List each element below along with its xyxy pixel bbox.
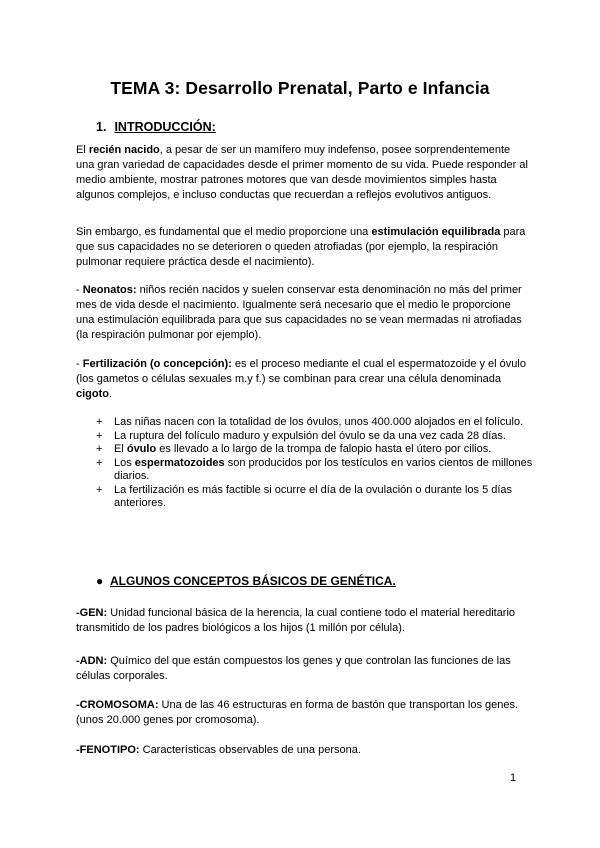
list-item (96, 457, 536, 484)
list-item-text: El (114, 443, 127, 455)
definition-fenotipo (76, 743, 528, 758)
definition-term: -CROMOSOMA: (76, 699, 159, 711)
definition-text: Unidad funcional básica de la herencia, la cual contiene todo el material hereditario transmitido de los padres biológicos a los hijos (1 millón por célula). (76, 607, 516, 634)
list-item-text: La fertilización es más factible si ocurre el día de la ovulación o durante los 5 días anteriores. (114, 483, 513, 509)
list-item (96, 416, 536, 430)
paragraph-recien-nacido (76, 143, 528, 203)
fertilization-facts-list (96, 416, 536, 511)
definition-gen (76, 606, 528, 636)
list-item-text: es llevado a lo largo de la trompa de falopio hasta el útero por cilios. (156, 443, 492, 455)
bold-term: cigoto (76, 388, 109, 400)
definition-adn (76, 654, 528, 684)
section-number: 1. (96, 120, 107, 134)
definition-text: Una de las 46 estructuras en forma de bastón que transportan los genes.(unos 20.000 genes por cromosoma). (76, 699, 519, 726)
text-run: - (76, 284, 83, 296)
list-item-text: Los (114, 456, 135, 469)
plus-bullet-icon: + (96, 429, 103, 442)
text-run: es el proceso mediante el cual el espermatozoide y el óvulo (los gametos o células sexuales m.y f.) se combinan para crear una célula denominada (76, 358, 526, 385)
definition-cromosoma (76, 698, 528, 728)
plus-bullet-icon: + (96, 456, 103, 469)
text-run: - (76, 358, 83, 370)
paragraph-neonatos (76, 283, 528, 343)
text-run: para que sus capacidades no se deterioren o queden atrofiadas (por ejemplo, la respiración pulmonar requiere práctica desde el nacimiento). (76, 226, 526, 268)
bold-term: óvulo (126, 443, 157, 455)
bold-term: Neonatos: (82, 284, 137, 296)
text-run: , a pesar de ser un mamífero muy indefenso, posee sorprendentemente una gran variedad de capacidades desde el primer momento de su vida. Puede responder al medio ambiente, mostrar patrones motores que van desde movimientos simples hasta algunos complejos, e incluso conductas que recuerdan a reflejos evolutivos antiguos. (76, 144, 528, 201)
list-item-text: Las niñas nacen con la totalidad de los óvulos, unos 400.000 alojados en el folículo. (114, 416, 524, 428)
page-number: 1 (510, 772, 517, 784)
definition-text: Características observables de una persona. (139, 744, 361, 756)
paragraph-fertilizacion (76, 357, 528, 402)
section-heading-introduccion (96, 120, 216, 134)
section-heading-text: INTRODUCCIÓN: (114, 120, 216, 134)
bullet-dot-icon: ● (96, 574, 104, 588)
plus-bullet-icon: + (96, 483, 103, 496)
bold-term: estimulación equilibrada (371, 226, 501, 238)
section-heading-text: ALGUNOS CONCEPTOS BÁSICOS DE GENÉTICA. (110, 574, 396, 588)
list-item-text: La ruptura del folículo maduro y expulsión del óvulo se da una vez cada 28 días. (114, 429, 506, 442)
paragraph-estimulacion (76, 225, 528, 270)
definition-term: -GEN: (76, 607, 108, 619)
list-item (96, 430, 536, 444)
section-heading-genetica (96, 574, 396, 588)
list-item (96, 484, 536, 511)
bold-term: espermatozoides (134, 456, 225, 469)
definition-term: -FENOTIPO: (76, 744, 140, 756)
text-run: Sin embargo, es fundamental que el medio proporcione una (76, 226, 372, 238)
list-item-text: son producidos por los testículos en varios cientos de millones diarios. (114, 456, 533, 482)
text-run: El (76, 144, 89, 156)
plus-bullet-icon: + (96, 416, 103, 428)
bold-term: recién nacido (88, 144, 160, 156)
bold-term: Fertilización (o concepción): (82, 358, 232, 370)
text-run: . (109, 388, 113, 400)
plus-bullet-icon: + (96, 443, 103, 455)
document-title: TEMA 3: Desarrollo Prenatal, Parto e Infancia (110, 78, 490, 98)
text-run: niños recién nacidos y suelen conservar esta denominación no más del primer mes de vida desde el nacimiento. Igualmente será necesario que el medio le proporcione una estimulación equilibrada para que sus capacidades no se vean mermadas ni atrofiadas (la respiración pulmonar por ejemplo). (76, 284, 522, 341)
list-item (96, 443, 536, 457)
definition-term: -ADN: (76, 655, 108, 667)
definition-text: Químico del que están compuestos los genes y que controlan las funciones de las células corporales. (76, 655, 511, 682)
